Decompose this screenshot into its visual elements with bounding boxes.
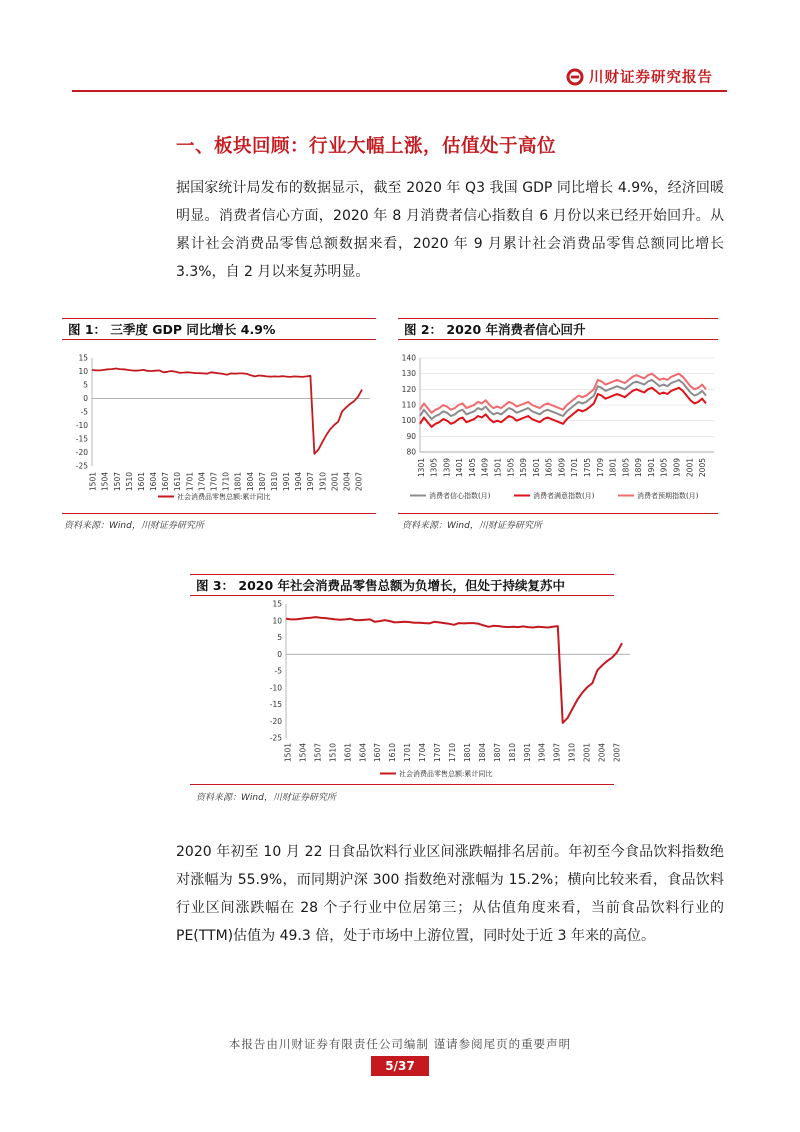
x-tick-label: 1605 (544, 458, 554, 478)
figure-2-source: 资料来源：Wind，川财证券研究所 (402, 521, 542, 531)
x-tick-label: 1610 (388, 743, 398, 763)
x-tick-label: 1801 (462, 743, 472, 763)
figure-3-svg (254, 598, 638, 782)
x-tick-label: 1705 (583, 458, 593, 478)
x-tick-label: 1709 (595, 458, 605, 478)
x-tick-label: 1305 (429, 458, 439, 478)
market-paragraph: 2020 年初至 10 月 22 日食品饮料行业区间涨跌幅排名居前。年初至今食品饮料指数绝对涨幅为 55.9%，而同期沪深 300 指数绝对涨幅为 15.2%；横向比较来看，食品饮料行业区间涨跌幅在 28 个子行业中位居第三；从估值角度来看，当前食品饮料行业的 PE(TTM)估值为 49.3 倍，处于市场中上游位置，同时处于近 3 年来的高位。 (176, 844, 724, 944)
x-tick-label: 1901 (522, 743, 532, 763)
x-tick-label: 1905 (659, 458, 669, 478)
series-line-1 (286, 617, 622, 723)
x-tick-label: 2007 (612, 743, 622, 763)
x-tick-label: 1907 (552, 743, 562, 763)
x-tick-label: 1510 (124, 472, 134, 492)
x-tick-label: 2001 (685, 458, 695, 478)
x-tick-label: 1804 (245, 472, 255, 492)
x-tick-label: 1601 (136, 472, 146, 492)
x-tick-label: 1704 (418, 743, 428, 763)
x-tick-label: 1501 (493, 458, 503, 478)
x-tick-label: 1901 (282, 472, 292, 492)
header-brand: 川财证券研究报告 (589, 70, 713, 86)
figure-1-source: 资料来源：Wind，川财证券研究所 (64, 521, 204, 531)
x-tick-label: 2004 (342, 472, 352, 492)
x-tick-label: 1710 (448, 743, 458, 763)
x-tick-label: 1707 (209, 472, 219, 492)
y-tick-label: -15 (269, 700, 282, 709)
x-tick-label: 1504 (298, 743, 308, 763)
figure-1-caption: 图 1： 三季度 GDP 同比增长 4.9% (62, 318, 376, 340)
figure-3-caption: 图 3： 2020 年社会消费品零售总额为负增长，但处于持续复苏中 (190, 574, 614, 596)
y-tick-label: 15 (272, 599, 282, 609)
x-tick-label: 1809 (634, 458, 644, 478)
y-tick-label: 140 (401, 353, 416, 363)
x-tick-label: 1501 (283, 743, 293, 763)
y-tick-label: 120 (401, 384, 416, 394)
y-tick-label: 5 (277, 633, 282, 642)
figure-2-caption: 图 2： 2020 年消费者信心回升 (398, 318, 718, 340)
chuancai-logo-icon (566, 68, 584, 86)
x-tick-label: 1509 (519, 458, 529, 478)
y-tick-label: -20 (269, 716, 282, 726)
x-tick-label: 1505 (506, 458, 516, 478)
legend-label: 消费者预期指数(月) (637, 492, 699, 500)
y-tick-label: 10 (78, 367, 88, 376)
x-tick-label: 1707 (433, 743, 443, 763)
section-title: 一、板块回顾：行业大幅上涨，估值处于高位 (176, 136, 557, 157)
figure-2-bottom-rule (398, 513, 718, 514)
page-number: 5/37 (371, 1056, 429, 1076)
figure-3-source: 资料来源：Wind，川财证券研究所 (196, 793, 336, 803)
x-tick-label: 1909 (672, 458, 682, 478)
legend-label: 社会消费品零售总额:累计同比 (177, 493, 271, 501)
x-tick-label: 1904 (294, 472, 304, 492)
y-tick-label: 10 (272, 616, 282, 626)
y-tick-label: -10 (269, 683, 282, 693)
x-tick-label: 1805 (621, 458, 631, 478)
figure-1-svg (64, 346, 376, 510)
x-tick-label: 2001 (330, 472, 340, 492)
x-tick-label: 1801 (233, 472, 243, 492)
x-tick-label: 1807 (492, 743, 502, 763)
x-tick-label: 1510 (328, 743, 338, 763)
x-tick-label: 1901 (646, 458, 656, 478)
y-tick-label: 0 (277, 649, 282, 659)
legend-label: 社会消费品零售总额:累计同比 (399, 770, 493, 778)
y-tick-label: -10 (75, 421, 88, 430)
y-tick-label: -20 (75, 448, 88, 457)
figure-3-chart (254, 598, 638, 782)
x-tick-label: 1507 (112, 472, 122, 492)
series-line-1 (92, 369, 362, 454)
series-line-2 (420, 388, 706, 427)
legend-label: 消费者满意指数(月) (533, 492, 595, 500)
figure-2-svg (398, 346, 718, 510)
x-tick-label: 1301 (416, 458, 426, 478)
x-tick-label: 1607 (373, 743, 383, 763)
x-tick-label: 1801 (608, 458, 618, 478)
figure-2-chart (398, 346, 718, 510)
x-tick-label: 2001 (582, 743, 592, 763)
y-tick-label: 100 (401, 416, 416, 426)
x-tick-label: 1601 (343, 743, 353, 763)
x-tick-label: 1810 (269, 472, 279, 492)
x-tick-label: 2004 (597, 743, 607, 763)
x-tick-label: 1904 (537, 743, 547, 763)
figure-3-bottom-rule (190, 784, 614, 785)
y-tick-label: 15 (78, 353, 88, 363)
x-tick-label: 1907 (306, 472, 316, 492)
legend-label: 消费者信心指数(月) (429, 492, 491, 500)
x-tick-label: 1807 (257, 472, 267, 492)
y-tick-label: -5 (80, 407, 88, 417)
x-tick-label: 1607 (161, 472, 171, 492)
x-tick-label: 2007 (354, 472, 364, 492)
x-tick-label: 1610 (173, 472, 183, 492)
x-tick-label: 1604 (358, 743, 368, 763)
x-tick-label: 1409 (480, 458, 490, 478)
x-tick-label: 2005 (698, 458, 708, 478)
footer-disclaimer: 本报告由川财证券有限责任公司编制 谨请参阅尾页的重要声明 (228, 1037, 572, 1051)
y-tick-label: 130 (401, 369, 416, 379)
x-tick-label: 1504 (100, 472, 110, 492)
series-line-1 (420, 380, 706, 419)
y-tick-label: 80 (406, 447, 416, 457)
x-tick-label: 1401 (455, 458, 465, 478)
x-tick-label: 1604 (149, 472, 159, 492)
y-tick-label: -5 (274, 666, 282, 676)
x-tick-label: 1810 (507, 743, 517, 763)
x-tick-label: 1804 (477, 743, 487, 763)
y-tick-label: 0 (83, 394, 88, 403)
x-tick-label: 1507 (313, 743, 323, 763)
x-tick-label: 1710 (221, 472, 231, 492)
x-tick-label: 1701 (403, 743, 413, 763)
y-tick-label: -25 (269, 733, 282, 743)
y-tick-label: -25 (75, 461, 88, 471)
x-tick-label: 1701 (570, 458, 580, 478)
y-tick-label: 110 (401, 400, 416, 410)
x-tick-label: 1910 (567, 743, 577, 763)
figure-1-bottom-rule (62, 513, 376, 514)
x-tick-label: 1704 (197, 472, 207, 492)
x-tick-label: 1309 (442, 458, 452, 478)
x-tick-label: 1501 (88, 472, 98, 492)
y-tick-label: 5 (83, 380, 88, 390)
y-tick-label: 90 (406, 431, 416, 441)
intro-paragraph: 据国家统计局发布的数据显示，截至 2020 年 Q3 我国 GDP 同比增长 4.9%，经济回暖明显。消费者信心方面，2020 年 8 月消费者信心指数自 6 月份以来已经开始回升。从累计社会消费品零售总额数据来看，2020 年 9 月累计社会消费品零售总额同比增长 3.3%，自 2 月以来复苏明显。 (176, 180, 724, 280)
x-tick-label: 1405 (467, 458, 477, 478)
header-divider (72, 90, 727, 92)
x-tick-label: 1701 (185, 472, 195, 492)
x-tick-label: 1910 (318, 472, 328, 492)
figure-1-chart (64, 346, 376, 510)
x-tick-label: 1601 (531, 458, 541, 478)
y-tick-label: -15 (75, 434, 88, 444)
x-tick-label: 1609 (557, 458, 567, 478)
